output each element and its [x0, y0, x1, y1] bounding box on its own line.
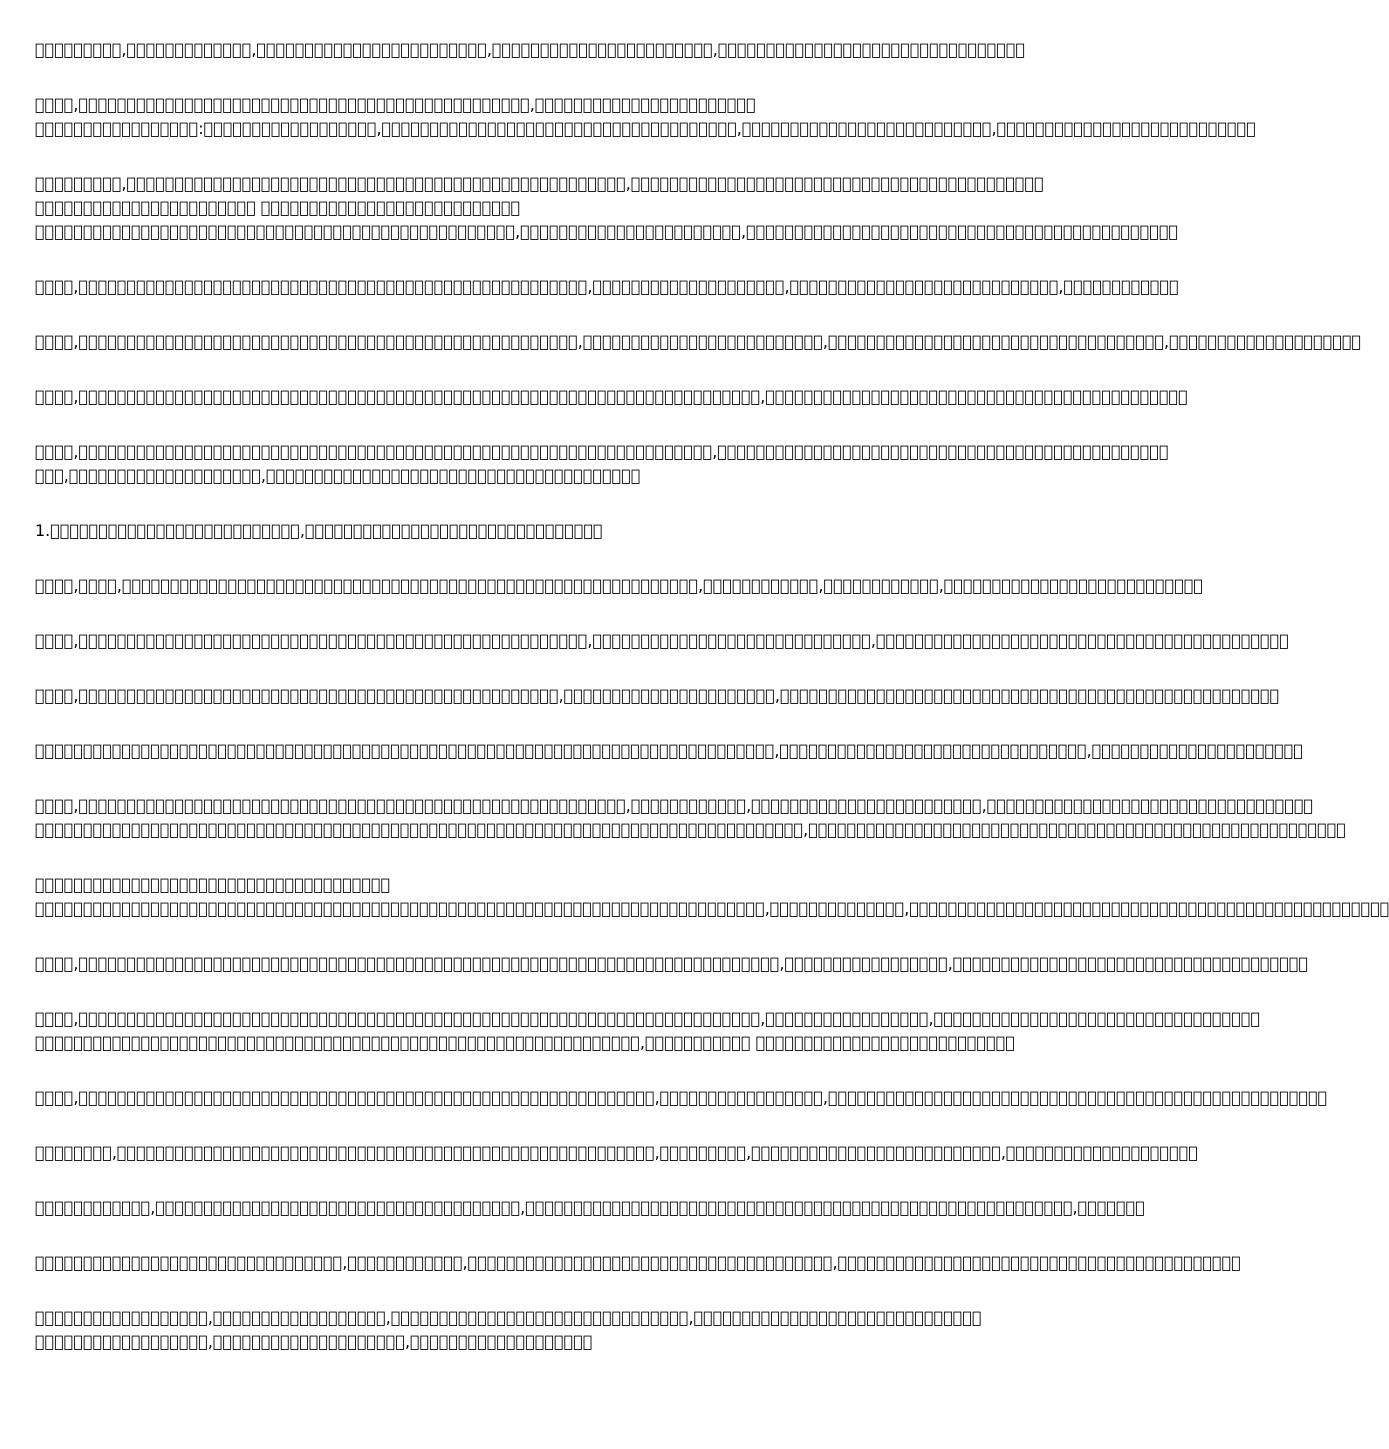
text-line:         ,                                                        ,         ,                          ,                    	[35, 1143, 1198, 1162]
text-line:     ,                                                         ,            ,                        ,                                  	[35, 796, 1314, 815]
paragraph	[35, 684, 1280, 708]
text-line:          ,             ,                        ,                       ,                                	[35, 40, 1026, 59]
paragraph	[35, 1196, 1145, 1220]
paragraph	[35, 172, 1179, 244]
text-line:     ,                                                  ,                      ,                                                    	[35, 686, 1280, 705]
text-line:                                                    	[35, 198, 521, 217]
text-line:          ,                                                    ,                                           	[35, 174, 1044, 193]
paragraph	[35, 93, 1256, 141]
text-line:                                      	[35, 875, 391, 894]
text-line:                                 ,            ,                                      ,                                          	[35, 1253, 1241, 1272]
document-page	[35, 38, 1389, 1385]
paragraph	[35, 1007, 1261, 1055]
text-line:     ,                                                                       ,                 ,                                  	[35, 1009, 1261, 1028]
paragraph	[35, 1251, 1241, 1275]
paragraph	[35, 873, 1389, 921]
paragraph	[35, 952, 1309, 976]
paragraph	[35, 1141, 1198, 1165]
text-line:     ,                                                     ,                    ,                            ,            	[35, 277, 1179, 296]
paragraph	[35, 794, 1346, 842]
paragraph	[35, 629, 1289, 653]
text-line:                                                                             ,              ,                                                  	[35, 899, 1389, 918]
text-line:                                                                              ,                                ,                      	[35, 741, 1303, 760]
paragraph	[35, 440, 1169, 488]
paragraph	[35, 1086, 1328, 1110]
text-line:     ,    ,                                                            ,            ,            ,                           	[35, 576, 1204, 595]
text-line:    ,                    ,                                       	[35, 466, 641, 485]
text-line:     ,                                                    ,                         ,                                   ,                    	[35, 332, 1362, 351]
text-line:                  :                  ,                                     ,                          ,                           	[35, 119, 1256, 138]
paragraph	[35, 519, 989, 543]
paragraph	[35, 330, 1362, 354]
text-line:             ,                                      ,                                                         ,       	[35, 1198, 1145, 1217]
text-line: 1.                          ,                               	[35, 521, 603, 540]
text-line:                   ,                  ,                               ,                              	[35, 1308, 982, 1327]
text-line:                                                                ,                                       	[35, 1033, 1015, 1052]
text-line:     ,                                                            ,                 ,                                                    	[35, 1088, 1328, 1107]
paragraph	[35, 385, 1188, 409]
paragraph	[35, 1306, 989, 1354]
text-line:     ,                                                                  ,                                               	[35, 442, 1169, 461]
paragraph	[35, 38, 1026, 62]
paragraph	[35, 574, 1204, 598]
text-line:                                                   ,                       ,                                             	[35, 222, 1179, 241]
text-line:     ,                                                     ,                             ,                                           	[35, 631, 1289, 650]
text-line:     ,                                               ,                       	[35, 95, 756, 114]
paragraph	[35, 739, 1303, 763]
paragraph	[35, 275, 1179, 299]
text-line:     ,                                                                       ,                                            	[35, 387, 1188, 406]
text-line:                                                                                 ,                                                        	[35, 820, 1346, 839]
text-line:                   ,                    ,                   	[35, 1332, 593, 1351]
text-line:     ,                                                                         ,                 ,                                     	[35, 954, 1309, 973]
